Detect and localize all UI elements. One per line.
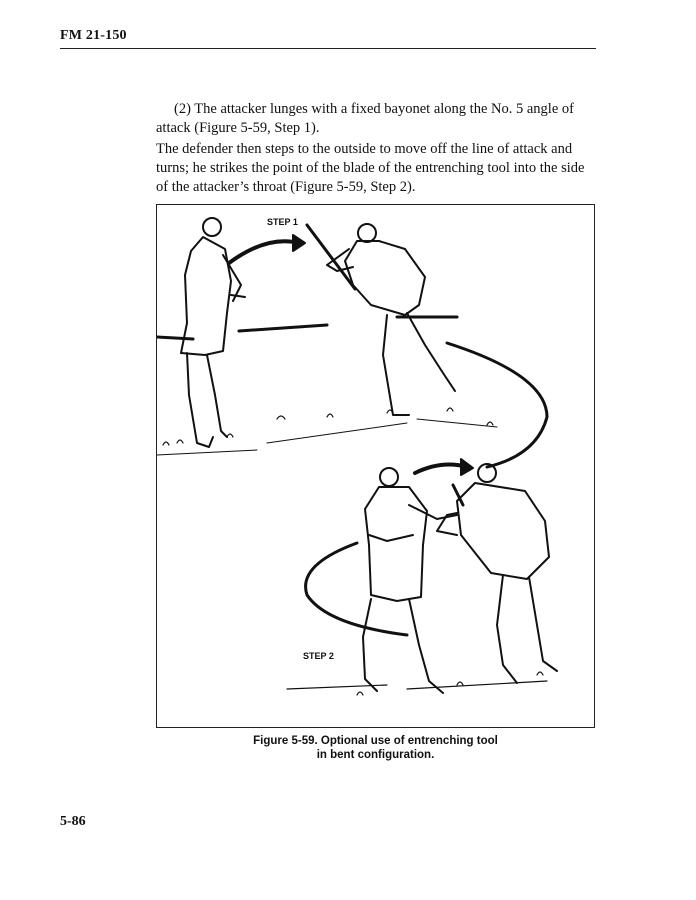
motion-arrow-step2 — [415, 465, 467, 473]
step-2-label: STEP 2 — [303, 651, 334, 661]
figure-caption — [156, 734, 595, 762]
attacker-step1-figure — [307, 224, 455, 415]
motion-arrow-step1 — [229, 241, 299, 263]
page-number: 5-86 — [60, 814, 86, 829]
defender-step2-figure — [363, 468, 457, 693]
defender-step1-figure — [181, 218, 245, 447]
caption-line-1: Figure 5-59. Optional use of entrenching tool — [253, 735, 498, 747]
figure-5-59-illustration — [156, 204, 595, 728]
running-header: FM 21-150 — [60, 28, 596, 49]
step-1-label: STEP 1 — [267, 217, 298, 227]
combat-illustration — [157, 205, 596, 729]
paragraph-attacker-lunges: (2) The attacker lunges with a fixed bayonet along the No. 5 angle of attack (Figure 5-59, Step 1). — [156, 101, 574, 136]
attacker-step2-figure — [437, 464, 557, 683]
paragraph-defender-strikes: The defender then steps to the outside to move off the line of attack and turns; he strikes the point of the blade of the entrenching tool into the side of the attacker’s throat (Figure 5-59, Step 2). — [156, 141, 585, 195]
caption-line-2: in bent configuration. — [316, 749, 435, 761]
